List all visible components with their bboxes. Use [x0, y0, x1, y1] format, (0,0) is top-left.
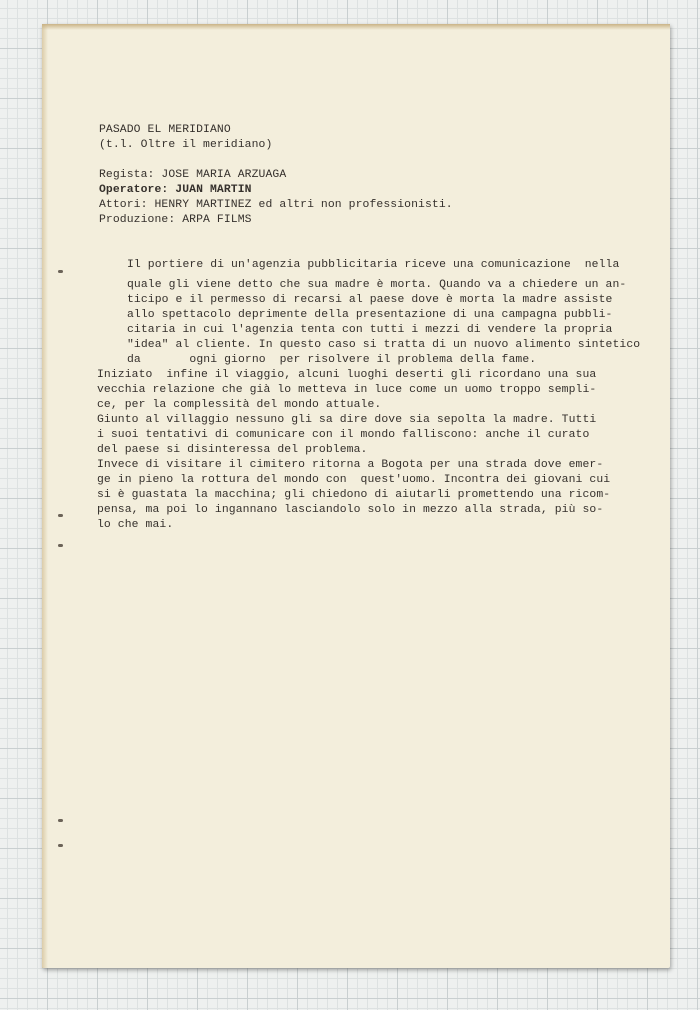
- credit-actors: Attori: HENRY MARTINEZ ed altri non professionisti.: [99, 199, 453, 211]
- synopsis-line: pensa, ma poi lo ingannano lasciandolo solo in mezzo alla strada, più so-: [97, 504, 604, 516]
- synopsis-line: ticipo e il permesso di recarsi al paese dove è morta la madre assiste: [127, 294, 613, 306]
- credit-director: Regista: JOSE MARIA ARZUAGA: [99, 169, 287, 181]
- credits-block: [99, 169, 453, 241]
- synopsis-line: Giunto al villaggio nessuno gli sa dire dove sia sepolta la madre. Tutti: [97, 414, 597, 426]
- typewritten-page: [42, 24, 670, 968]
- binder-hole-mark: [58, 514, 63, 517]
- synopsis-line: Invece di visitare il cimitero ritorna a Bogota per una strada dove emer-: [97, 459, 604, 471]
- paper-stain-top: [42, 24, 670, 30]
- synopsis-line: Iniziato infine il viaggio, alcuni luoghi deserti gli ricordano una sua: [97, 369, 597, 381]
- credit-operator: Operatore: JUAN MARTIN: [99, 184, 252, 196]
- synopsis-line: quale gli viene detto che sua madre è morta. Quando va a chiedere un an-: [127, 279, 627, 291]
- credit-production: Produzione: ARPA FILMS: [99, 214, 252, 226]
- paper-stain-left: [42, 24, 48, 968]
- synopsis-line: "idea" al cliente. In questo caso si tratta di un nuovo alimento sintetico: [127, 339, 641, 351]
- film-subtitle: (t.l. Oltre il meridiano): [99, 139, 273, 151]
- synopsis-line: vecchia relazione che già lo metteva in luce come un uomo troppo sempli-: [97, 384, 597, 396]
- title-block: [99, 124, 273, 172]
- binder-hole-mark: [58, 270, 63, 273]
- synopsis-line: si è guastata la macchina; gli chiedono di aiutarli promettendo una ricom-: [97, 489, 611, 501]
- synopsis-line: allo spettacolo deprimente della presentazione di una campagna pubbli-: [127, 309, 613, 321]
- synopsis-line: ge in pieno la rottura del mondo con quest'uomo. Incontra dei giovani cui: [97, 474, 611, 486]
- binder-hole-mark: [58, 819, 63, 822]
- synopsis-block: [97, 259, 641, 531]
- synopsis-line: lo che mai.: [97, 519, 174, 531]
- synopsis-line: del paese si disinteressa del problema.: [97, 444, 368, 456]
- synopsis-line: i suoi tentativi di comunicare con il mondo falliscono: anche il curato: [97, 429, 590, 441]
- synopsis-line: da ogni giorno per risolvere il problema della fame.: [127, 354, 537, 366]
- binder-hole-mark: [58, 544, 63, 547]
- film-title: PASADO EL MERIDIANO: [99, 124, 231, 136]
- synopsis-line: Il portiere di un'agenzia pubblicitaria riceve una comunicazione nella: [127, 259, 620, 271]
- synopsis-line: ce, per la complessità del mondo attuale.: [97, 399, 382, 411]
- synopsis-line: citaria in cui l'agenzia tenta con tutti i mezzi di vendere la propria: [127, 324, 613, 336]
- binder-hole-mark: [58, 844, 63, 847]
